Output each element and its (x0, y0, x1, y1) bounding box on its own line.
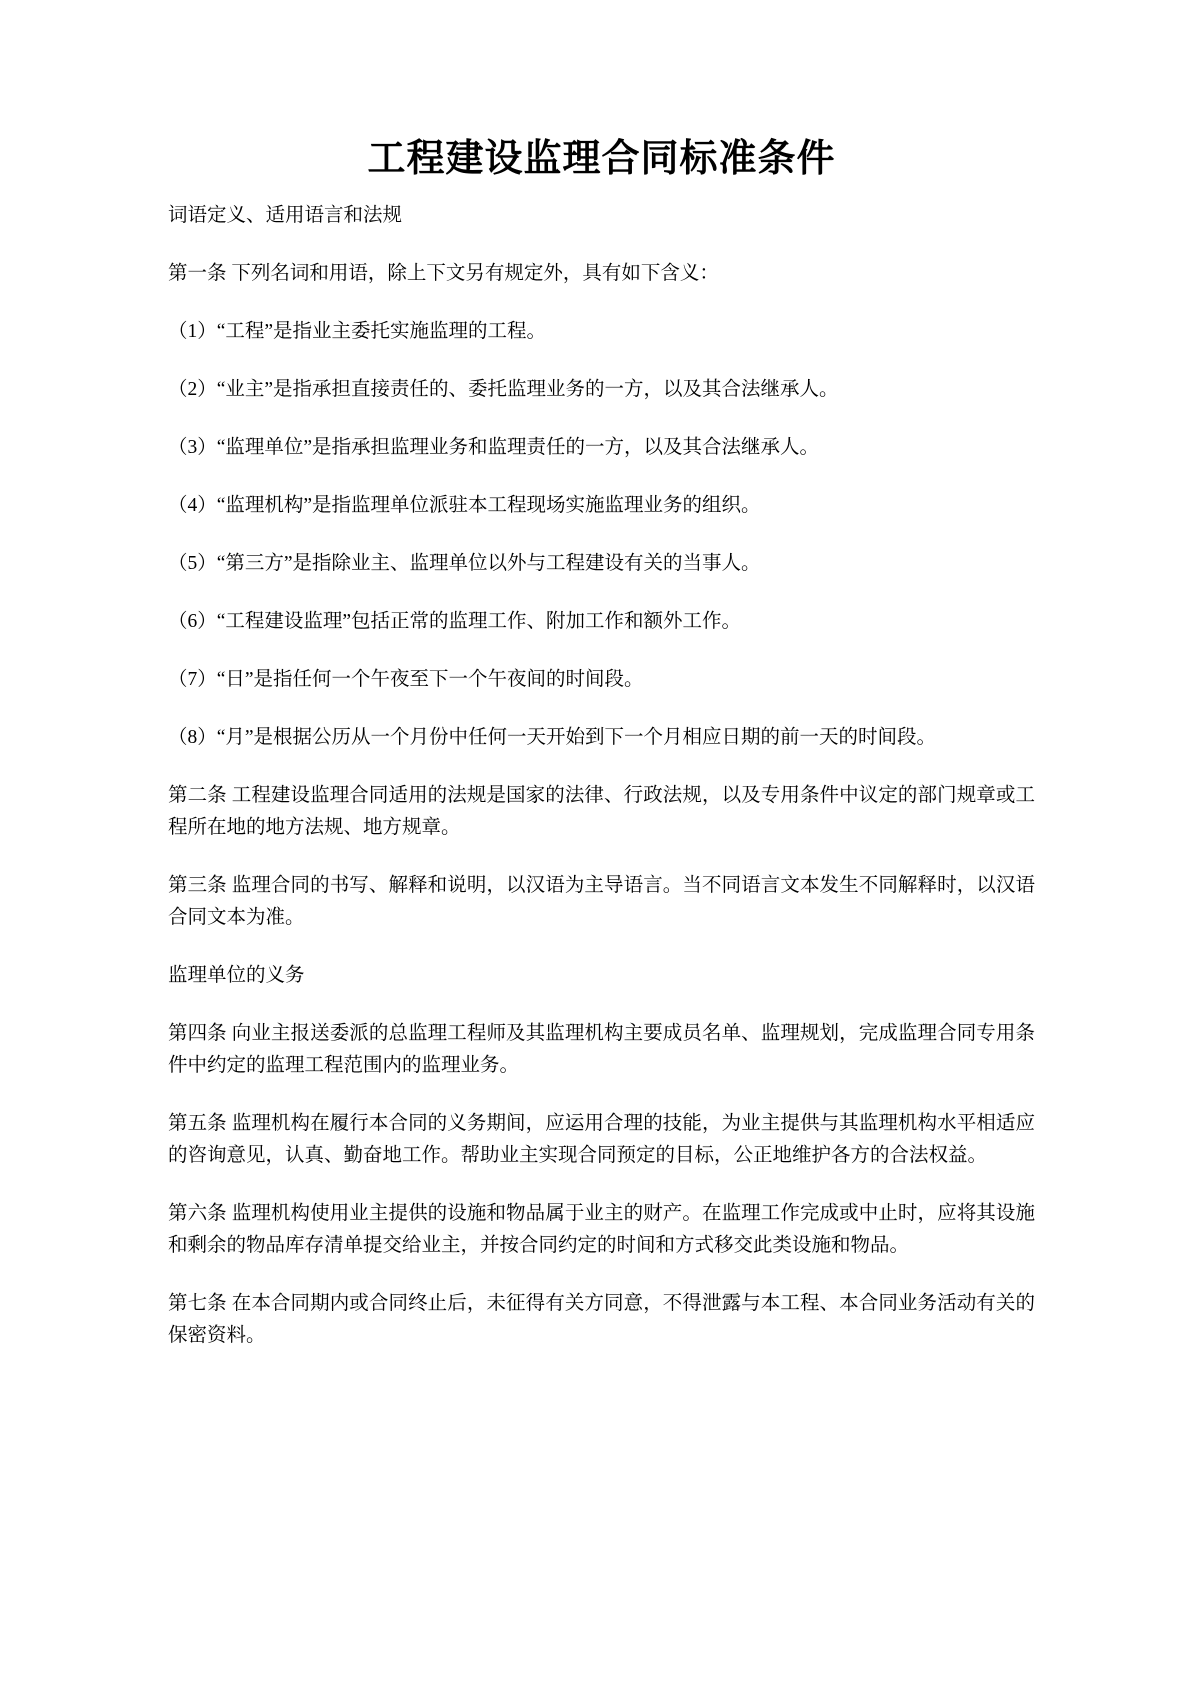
definition-item-5: （5）“第三方”是指除业主、监理单位以外与工程建设有关的当事人。 (168, 552, 761, 574)
clause-1-paragraph: 第一条 下列名词和用语，除上下文另有规定外，具有如下含义： (168, 262, 719, 284)
clause-5-paragraph: 第五条 监理机构在履行本合同的义务期间，应运用合理的技能，为业主提供与其监理机构水平相适应的咨询意见，认真、勤奋地工作。帮助业主实现合同预定的目标，公正地维护各方的合法权益。 (168, 1112, 1035, 1166)
document-title: 工程建设监理合同标准条件 (367, 138, 836, 180)
definition-item-8: （8）“月”是根据公历从一个月份中任何一天开始到下一个月相应日期的前一天的时间段。 (168, 726, 937, 748)
clause-2-paragraph: 第二条 工程建设监理合同适用的法规是国家的法律、行政法规，以及专用条件中议定的部门规章或工程所在地的地方法规、地方规章。 (168, 784, 1035, 838)
definition-item-1: （1）“工程”是指业主委托实施监理的工程。 (168, 320, 547, 342)
clause-6-paragraph: 第六条 监理机构使用业主提供的设施和物品属于业主的财产。在监理工作完成或中止时，应将其设施和剩余的物品库存清单提交给业主，并按合同约定的时间和方式移交此类设施和物品。 (168, 1202, 1035, 1256)
section-heading-terms-language-law: 词语定义、适用语言和法规 (168, 204, 403, 226)
section-heading-supervisor-obligations: 监理单位的义务 (168, 964, 305, 986)
definition-item-7: （7）“日”是指任何一个午夜至下一个午夜间的时间段。 (168, 668, 644, 690)
clause-4-paragraph: 第四条 向业主报送委派的总监理工程师及其监理机构主要成员名单、监理规划，完成监理合同专用条件中约定的监理工程范围内的监理业务。 (168, 1022, 1035, 1076)
definition-item-2: （2）“业主”是指承担直接责任的、委托监理业务的一方，以及其合法继承人。 (168, 378, 839, 400)
definition-item-3: （3）“监理单位”是指承担监理业务和监理责任的一方，以及其合法继承人。 (168, 436, 820, 458)
document-body (168, 200, 1035, 1352)
clause-7-paragraph: 第七条 在本合同期内或合同终止后，未征得有关方同意，不得泄露与本工程、本合同业务活动有关的保密资料。 (168, 1292, 1035, 1346)
clause-3-paragraph: 第三条 监理合同的书写、解释和说明，以汉语为主导语言。当不同语言文本发生不同解释时，以汉语合同文本为准。 (168, 874, 1035, 928)
definition-item-6: （6）“工程建设监理”包括正常的监理工作、附加工作和额外工作。 (168, 610, 742, 632)
definition-item-4: （4）“监理机构”是指监理单位派驻本工程现场实施监理业务的组织。 (168, 494, 761, 516)
